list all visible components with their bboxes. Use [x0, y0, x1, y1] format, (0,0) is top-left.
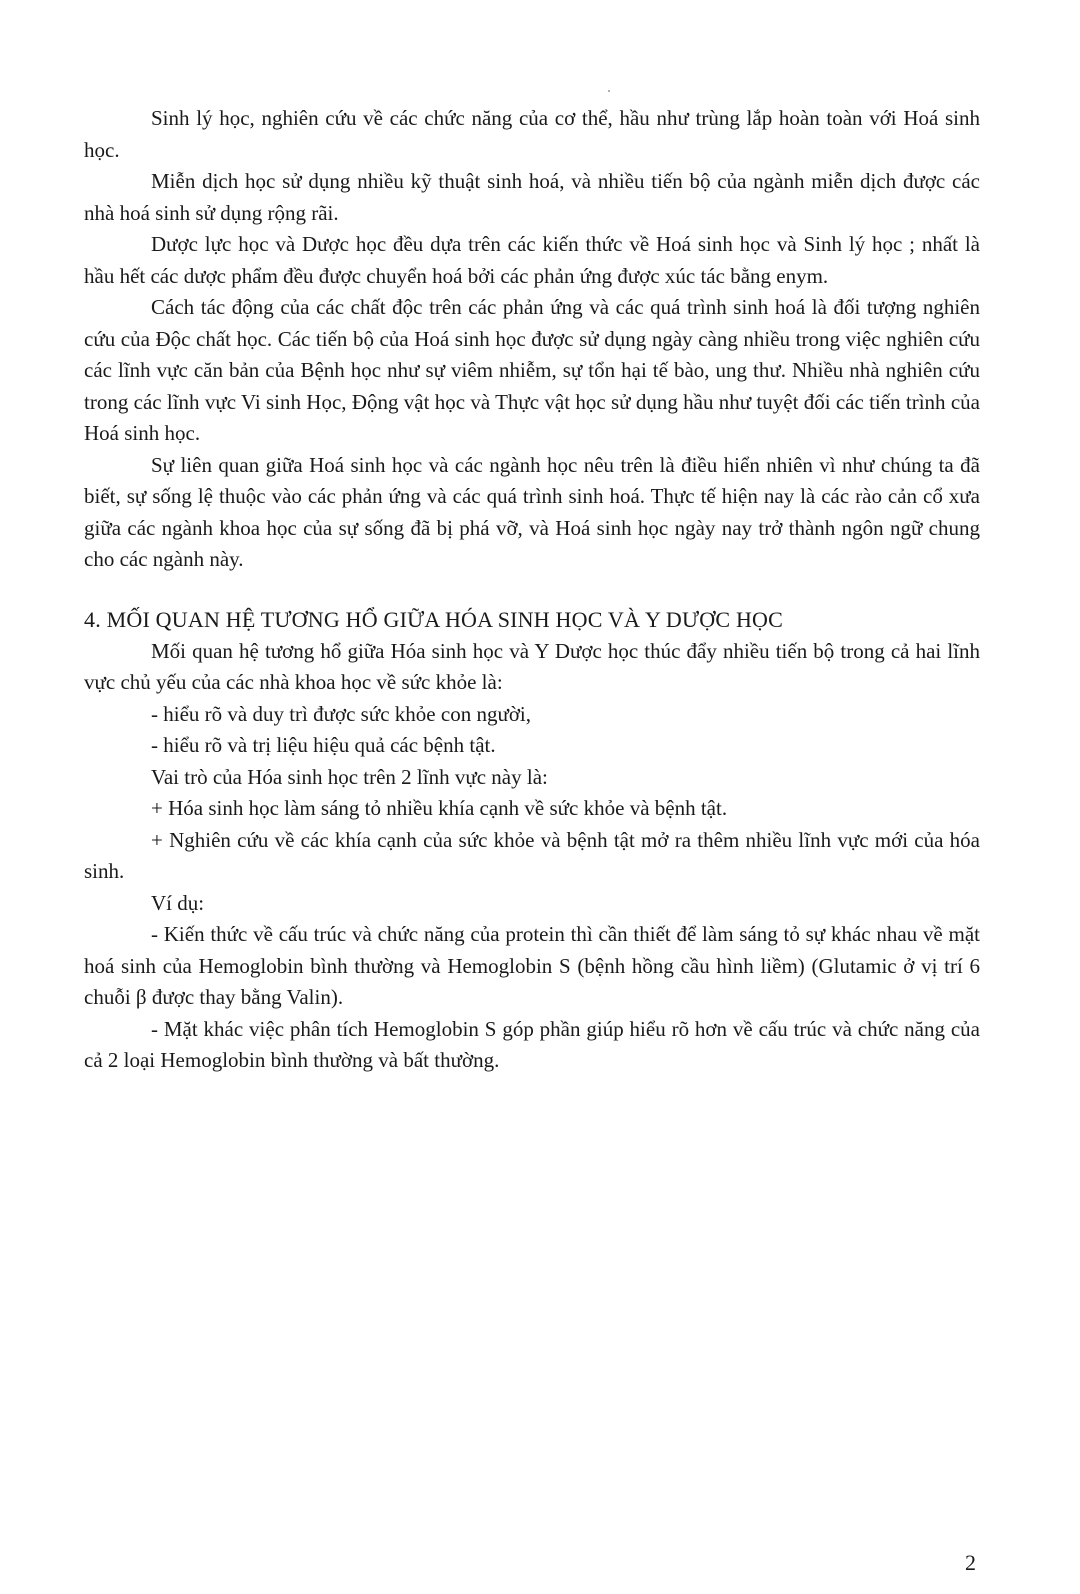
paragraph-relationship: Sự liên quan giữa Hoá sinh học và các ngành học nêu trên là điều hiển nhiên vì như chúng ta đã biết, sự sống lệ thuộc vào các phản ứng và các quá trình sinh hoá. Thực tế hiện nay là các rào cản cổ xưa giữa các ngành khoa học của sự sống đã bị phá vỡ, và Hoá sinh học ngày nay trở thành ngôn ngữ chung cho các ngành này. [84, 452, 980, 571]
example-label: Ví dụ: [151, 890, 205, 915]
role-intro: Vai trò của Hóa sinh học trên 2 lĩnh vực này là: [151, 764, 548, 789]
page-number: 2 [965, 1550, 976, 1575]
paragraph-physiology: Sinh lý học, nghiên cứu về các chức năng của cơ thể, hầu như trùng lắp hoàn toàn với Hoá sinh học. [84, 106, 980, 162]
section-heading: 4. MỐI QUAN HỆ TƯƠNG HỔ GIỮA HÓA SINH HỌC VÀ Y DƯỢC HỌC [84, 606, 783, 632]
section-intro: Mối quan hệ tương hổ giữa Hóa sinh học và Y Dược học thúc đẩy nhiều tiến bộ trong cả hai lĩnh vực chủ yếu của các nhà khoa học về sức khỏe là: [84, 638, 980, 694]
list-item: - hiểu rõ và trị liệu hiệu quả các bệnh tật. [151, 733, 496, 757]
list-item: + Nghiên cứu về các khía cạnh của sức khỏe và bệnh tật mở ra thêm nhiều lĩnh vực mới của hóa sinh. [84, 827, 980, 883]
paragraph-toxicology: Cách tác động của các chất độc trên các phản ứng và các quá trình sinh hoá là đối tượng nghiên cứu của Độc chất học. Các tiến bộ của Hoá sinh học được sử dụng ngày càng nhiều trong việc nghiên cứu các lĩnh vực căn bản của Bệnh học như sự viêm nhiễm, sự tổn hại tế bào, ung thư. Nhiều nhà nghiên cứu trong các lĩnh vực Vi sinh Học, Động vật học và Thực vật học sử dụng hầu như tuyệt đối các tiến trình của Hoá sinh học. [84, 295, 980, 445]
list-item: + Hóa sinh học làm sáng tỏ nhiều khía cạnh về sức khỏe và bệnh tật. [151, 796, 728, 820]
paragraph-immunology: Miễn dịch học sử dụng nhiều kỹ thuật sinh hoá, và nhiều tiến bộ của ngành miễn dịch được các nhà hoá sinh sử dụng rộng rãi. [84, 169, 980, 225]
document-body [84, 103, 980, 1077]
scan-speck [608, 90, 610, 92]
list-item: - hiểu rõ và duy trì được sức khỏe con người, [151, 701, 532, 726]
paragraph-pharmacology: Dược lực học và Dược học đều dựa trên các kiến thức về Hoá sinh học và Sinh lý học ; nhất là hầu hết các dược phẩm đều được chuyển hoá bởi các phản ứng được xúc tác bằng enym. [84, 232, 980, 288]
example-item: - Kiến thức về cấu trúc và chức năng của protein thì cần thiết để làm sáng tỏ sự khác nhau về mặt hoá sinh của Hemoglobin bình thường và Hemoglobin S (bệnh hồng cầu hình liềm) (Glutamic ở vị trí 6 chuỗi β được thay bằng Valin). [84, 922, 980, 1009]
example-item: - Mặt khác việc phân tích Hemoglobin S góp phần giúp hiểu rõ hơn về cấu trúc và chức năng của cả 2 loại Hemoglobin bình thường và bất thường. [84, 1016, 980, 1072]
